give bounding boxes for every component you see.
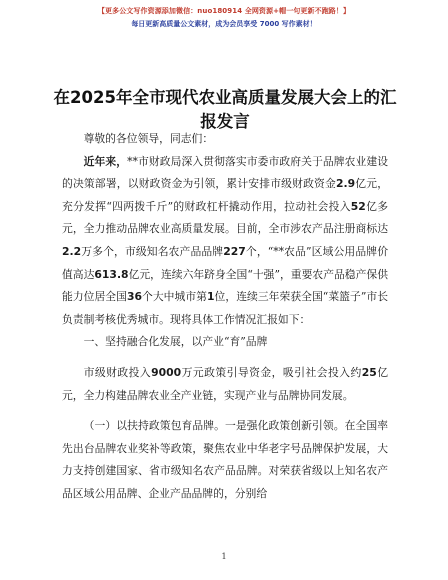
intro-text-6: 亿元，连续六年跻身全国“十强”，重要农产品稳产保供能力位居全国 (62, 267, 388, 304)
paragraph-intro (62, 151, 388, 332)
paragraph-section-1 (62, 362, 388, 407)
intro-text-3: 亿多元，全力推动品牌农业高质量发展。目前，全市涉农产品注册商标达 (62, 199, 389, 236)
section1-text-2: 万元政策引导资金，吸引社会投入约 (181, 365, 362, 379)
paragraph-subsection-1: （一）以扶持政策包育品牌。一是强化政策创新引领。在全国率先出台品牌农业奖补等政策，聚焦农业中华老字号品牌保护发展，大力支持创建国家、省市级知名农产品品牌。对荣获省级以上知名农产品区域公用品牌、企业产品品牌的，分别给 (62, 419, 388, 500)
section1-text-3: 亿元，全力构建品牌农业全产业链，实现产业与品牌协同发展。 (62, 365, 389, 402)
intro-text-8: 位，连续三年荣获全国“菜篮子”市长负责制考核优秀城市。现将具体工作情况汇报如下： (62, 290, 389, 326)
intro-number-7: 1 (207, 290, 215, 304)
page-number: 1 (221, 552, 227, 561)
section1-text-1: 市级财政投入 (83, 365, 152, 379)
intro-number-1: 2.9 (335, 177, 356, 191)
promo-banner (0, 6, 448, 29)
intro-number-5: 613.8 (94, 267, 129, 281)
salutation: 尊敬的各位领导，同志们： (83, 132, 214, 145)
intro-number-4: 227 (223, 244, 246, 258)
section1-number-1: 9000 (151, 365, 182, 379)
intro-text-4: 万多个，市级知名农产品品牌 (81, 244, 224, 258)
intro-number-6: 36 (126, 290, 142, 304)
document-title: 在2025年全市现代农业高质量发展大会上的汇报发言 (53, 88, 397, 131)
intro-text-1: **市财政局深入贯彻落实市委市政府关于品牌农业建设的决策部署，以财政资金为引领，累计安排市级财政资金 (62, 154, 389, 191)
intro-number-2: 52 (350, 199, 366, 213)
intro-lead: 近年来， (83, 154, 128, 168)
document-body (62, 128, 388, 506)
intro-text-2: 亿元，充分发挥“四两拨千斤”的财政杠杆撬动作用，拉动社会投入 (62, 177, 389, 213)
intro-text-7: 个大中城市第 (142, 290, 207, 304)
promo-banner-line-1: 【更多公文写作资源添加微信：nuo180914 全网资源+帽一句更新不跑路！】 (97, 7, 351, 15)
section-heading-1: 一、坚持融合化发展，以产业“育”品牌 (83, 335, 268, 349)
intro-number-3: 2.2 (62, 244, 82, 258)
intro-text-5: 个，“**农品”区域公用品牌价值高达 (62, 244, 388, 281)
promo-banner-line-2: 每日更新高质量公文素材，成为会员享受 7000 写作素材！ (131, 20, 317, 28)
section1-number-2: 25 (361, 365, 377, 379)
